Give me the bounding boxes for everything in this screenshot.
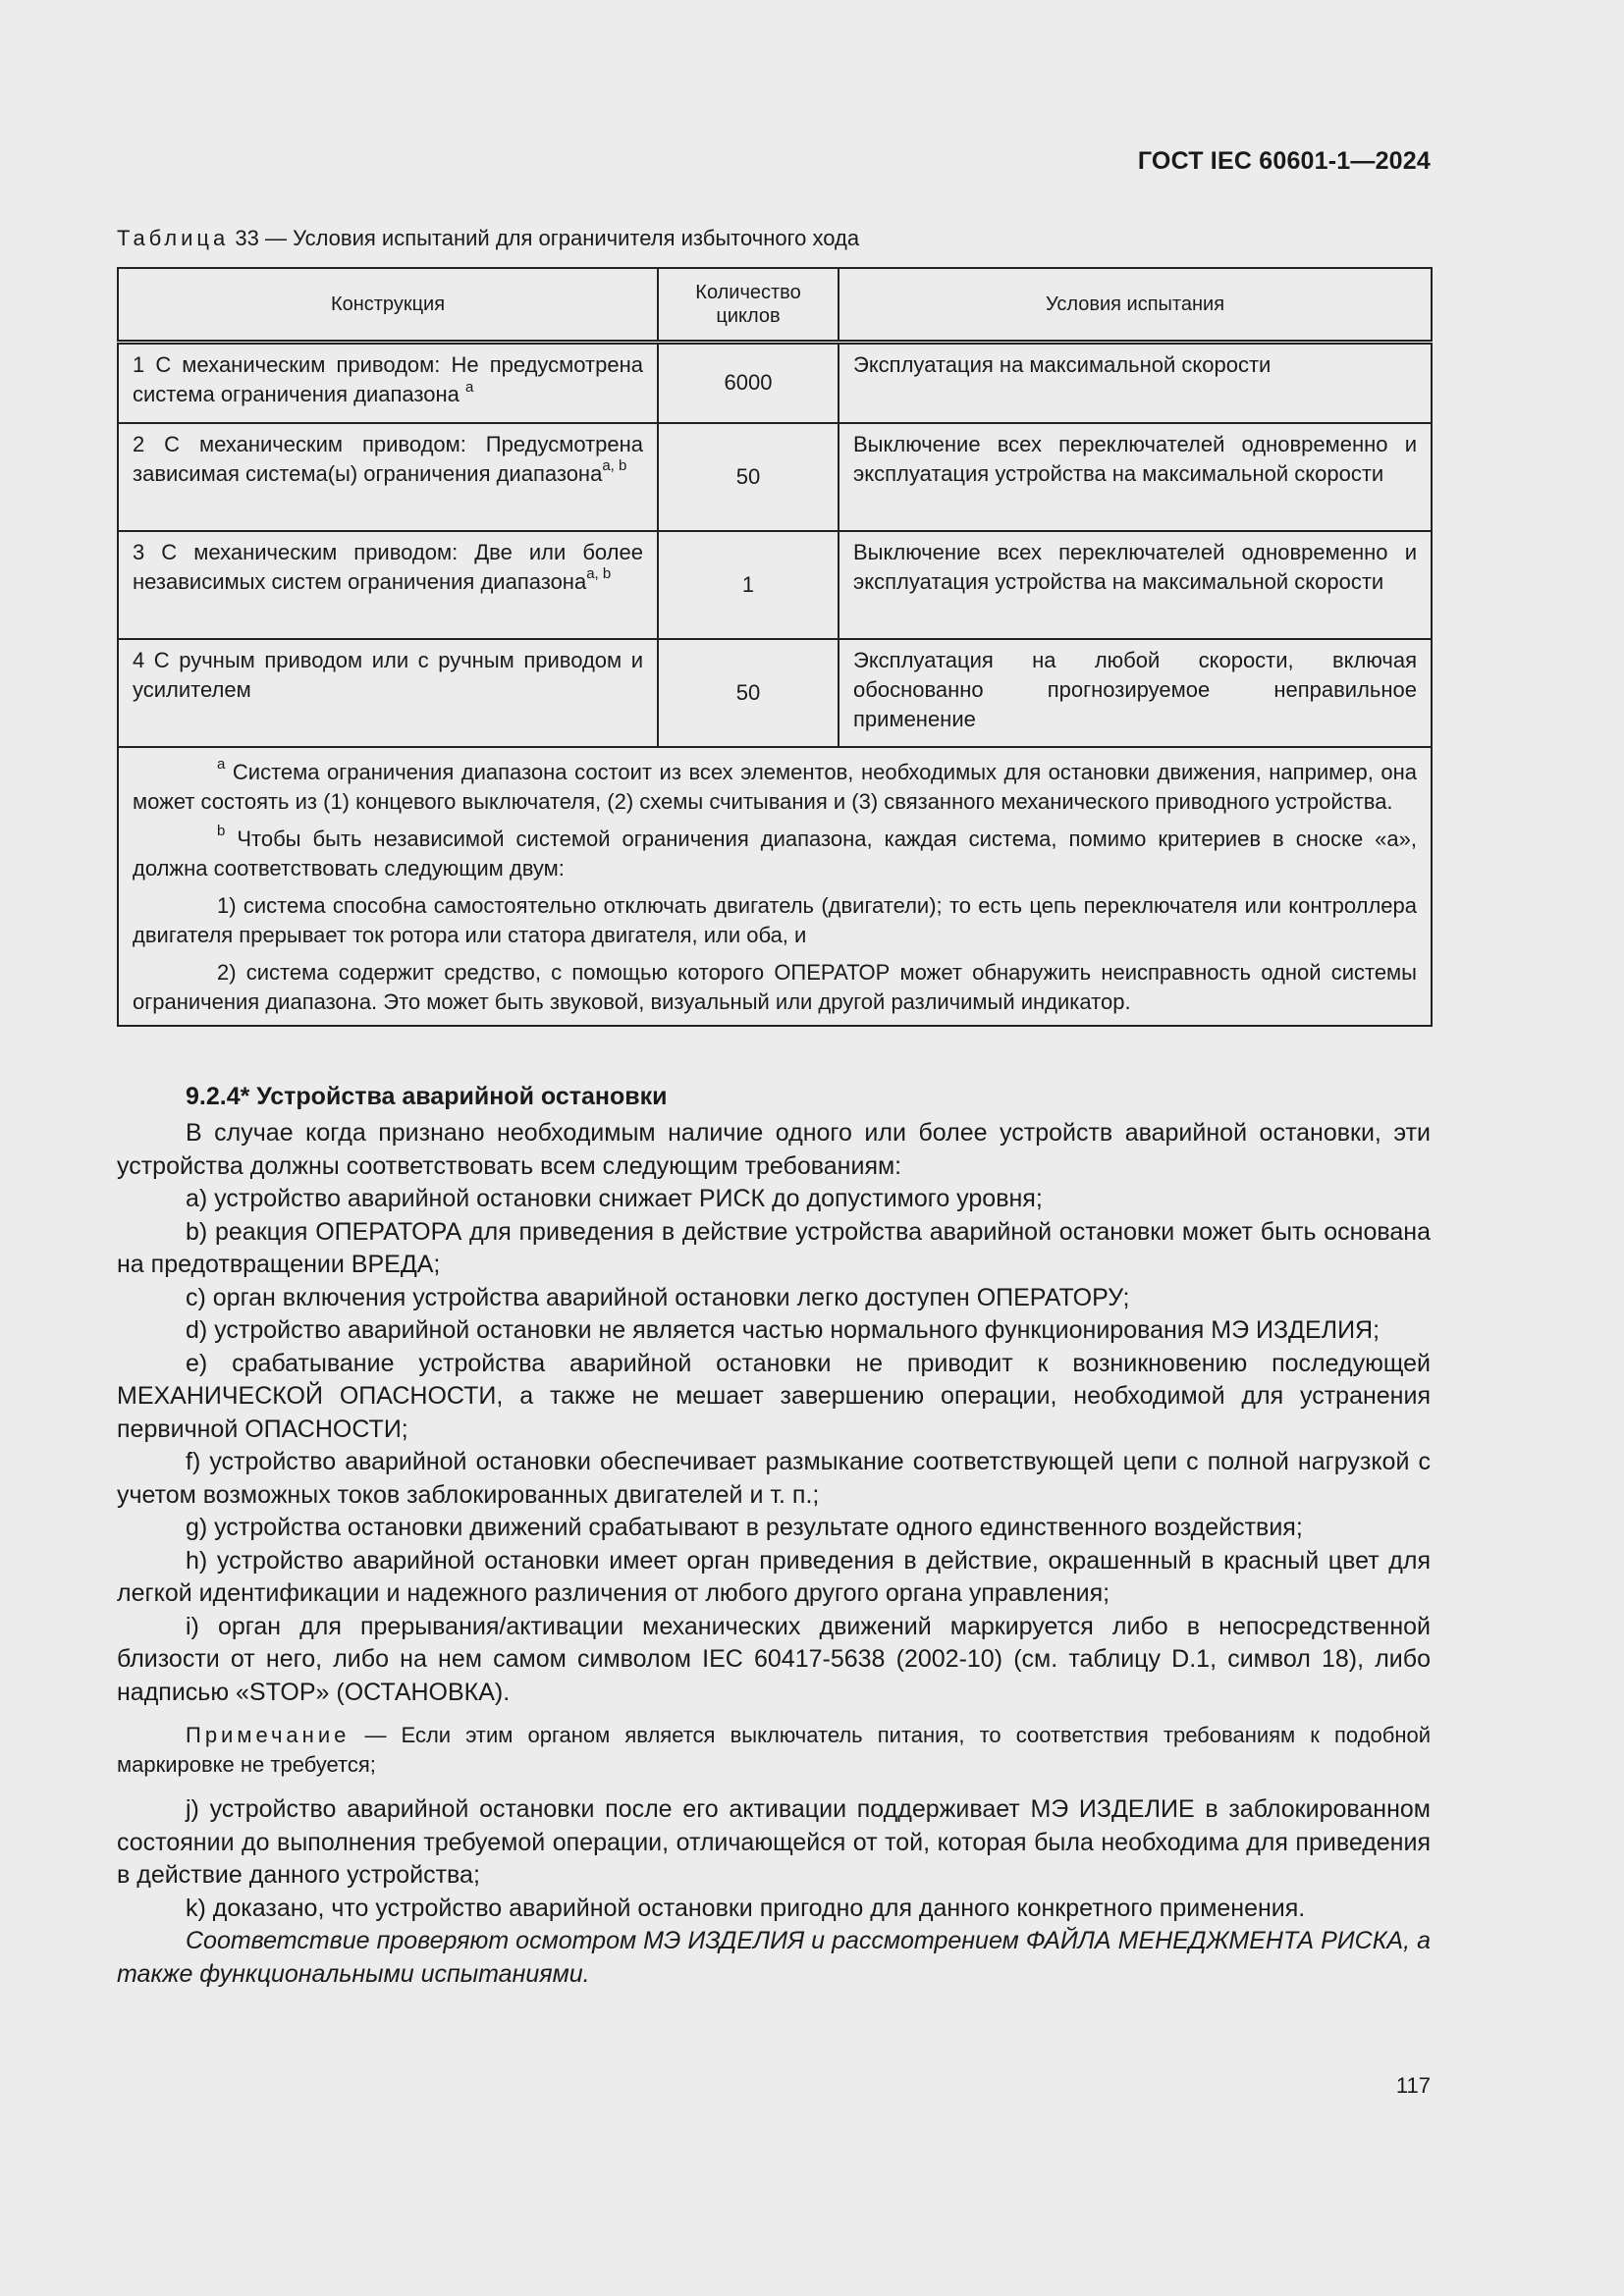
list-item: c) орган включения устройства аварийной остановки легко доступен ОПЕРАТОРУ; (186, 1283, 1130, 1311)
footnote-ref: a, b (602, 457, 627, 475)
list-item: f) устройство аварийной остановки обеспечивает размыкание соответствующей цепи с полной нагрузкой с учетом возможных токов заблокированных двигателей и т. п.; (117, 1448, 1431, 1509)
cell-construction (118, 639, 658, 747)
footnote-a (133, 758, 1417, 817)
footnote-mark: b (217, 823, 226, 840)
compliance-text: Соответствие проверяют осмотром МЭ ИЗДЕЛИЯ и рассмотрением ФАЙЛА МЕНЕДЖМЕНТА РИСКА, а также функциональными испытаниями. (117, 1927, 1431, 1988)
table-row (118, 423, 1432, 531)
table-footnotes-row (118, 747, 1432, 1026)
footnote-b (133, 825, 1417, 883)
list-item: h) устройство аварийной остановки имеет орган приведения в действие, окрашенный в красный цвет для легкой идентификации и надежного различения от любого другого органа управления; (117, 1546, 1431, 1607)
cell-cycles: 6000 (658, 343, 839, 423)
list-item: i) орган для прерывания/активации механических движений маркируется либо в непосредственной близости от него, либо на нем самом символом IEC 60417-5638 (2002-10) (см. таблицу D.1, символ 18), либо надписью «STOP» (ОСТАНОВКА). (117, 1612, 1431, 1706)
column-header-conditions: Условия испытания (839, 268, 1432, 343)
cell-conditions: Выключение всех переключателей одновременно и эксплуатация устройства на максимальной скорости (839, 423, 1432, 531)
list-item: a) устройство аварийной остановки снижает РИСК до допустимого уровня; (186, 1185, 1043, 1212)
table-row (118, 639, 1432, 747)
footnote-ref: a, b (586, 565, 612, 583)
table-caption-text: 33 — Условия испытаний для ограничителя избыточного хода (229, 226, 860, 250)
cell-conditions: Эксплуатация на любой скорости, включая обоснованно прогнозируемое неправильное применение (839, 639, 1432, 747)
section-body (117, 1076, 1431, 1991)
list-item: g) устройства остановки движений срабатывают в результате одного единственного воздействия; (186, 1514, 1303, 1541)
cell-conditions: Эксплуатация на максимальной скорости (839, 343, 1432, 423)
section-heading: 9.2.4* Устройства аварийной остановки (186, 1083, 668, 1110)
section-intro: В случае когда признано необходимым наличие одного или более устройств аварийной остановки, эти устройства должны соответствовать всем следующим требованиям: (117, 1119, 1431, 1180)
construction-text: 1 С механическим приводом: Не предусмотрена система ограничения диапазона (133, 352, 643, 406)
note-label: Примечание (186, 1723, 351, 1747)
list-item: j) устройство аварийной остановки после его активации поддерживает МЭ ИЗДЕЛИЕ в заблокированном состоянии до выполнения требуемой операции, отличающейся от той, которая была необходима для приведения в действие данного устройства; (117, 1795, 1431, 1889)
test-conditions-table (117, 267, 1433, 1027)
cell-construction (118, 423, 658, 531)
footnote-text: Чтобы быть независимой системой ограничения диапазона, каждая система, помимо критериев в сноске «а», должна соответствовать следующим двум: (133, 826, 1417, 881)
footnote-b2: 2) система содержит средство, с помощью которого ОПЕРАТОР может обнаружить неисправность одной системы ограничения диапазона. Это может быть звуковой, визуальный или другой различимый индикатор. (133, 959, 1417, 1014)
note-text: — Если этим органом является выключатель питания, то соответствия требованиям к подобной маркировке не требуется; (117, 1723, 1431, 1777)
table-header-row (118, 268, 1432, 343)
footnote-b1: 1) система способна самостоятельно отключать двигатель (двигатели); то есть цепь переключателя или контроллера двигателя прерывает ток ротора или статора двигателя, или оба, и (133, 892, 1417, 947)
cell-conditions: Выключение всех переключателей одновременно и эксплуатация устройства на максимальной скорости (839, 531, 1432, 639)
page-number: 117 (1395, 2073, 1431, 2098)
cell-cycles: 1 (658, 531, 839, 639)
table-row (118, 531, 1432, 639)
construction-text: 4 С ручным приводом или с ручным приводом и усилителем (133, 647, 643, 702)
footnote-mark: a (217, 756, 226, 774)
standard-header: ГОСТ IEC 60601-1—2024 (1137, 147, 1431, 175)
footnote-text: Система ограничения диапазона состоит из всех элементов, необходимых для остановки движения, например, она может состоять из (1) концевого выключателя, (2) схемы считывания и (3) связанного механического приводного устройства. (133, 759, 1417, 814)
cell-cycles: 50 (658, 639, 839, 747)
table-footnotes (118, 747, 1432, 1026)
list-item: e) срабатывание устройства аварийной остановки не приводит к возникновению последующей МЕХАНИЧЕСКОЙ ОПАСНОСТИ, а также не мешает завершению операции, необходимой для устранения первичной ОПАСНОСТИ; (117, 1349, 1431, 1443)
cell-construction (118, 531, 658, 639)
construction-text: 3 С механическим приводом: Две или более независимых систем ограничения диапазона (133, 539, 643, 594)
column-header-cycles: Количество циклов (658, 268, 839, 343)
construction-text: 2 С механическим приводом: Предусмотрена зависимая система(ы) ограничения диапазона (133, 431, 643, 486)
cell-cycles: 50 (658, 423, 839, 531)
list-item: b) реакция ОПЕРАТОРА для приведения в действие устройства аварийной остановки может быть основана на предотвращении ВРЕДА; (117, 1217, 1431, 1278)
cell-construction (118, 343, 658, 423)
list-item: k) доказано, что устройство аварийной остановки пригодно для данного конкретного применения. (186, 1894, 1306, 1922)
column-header-construction: Конструкция (118, 268, 658, 343)
list-item: d) устройство аварийной остановки не является частью нормального функционирования МЭ ИЗДЕЛИЯ; (186, 1316, 1380, 1344)
table-row (118, 343, 1432, 423)
section-note (117, 1721, 1431, 1780)
table-caption (117, 226, 859, 251)
table-caption-label: Таблица (117, 226, 230, 250)
footnote-ref: a (465, 378, 474, 396)
